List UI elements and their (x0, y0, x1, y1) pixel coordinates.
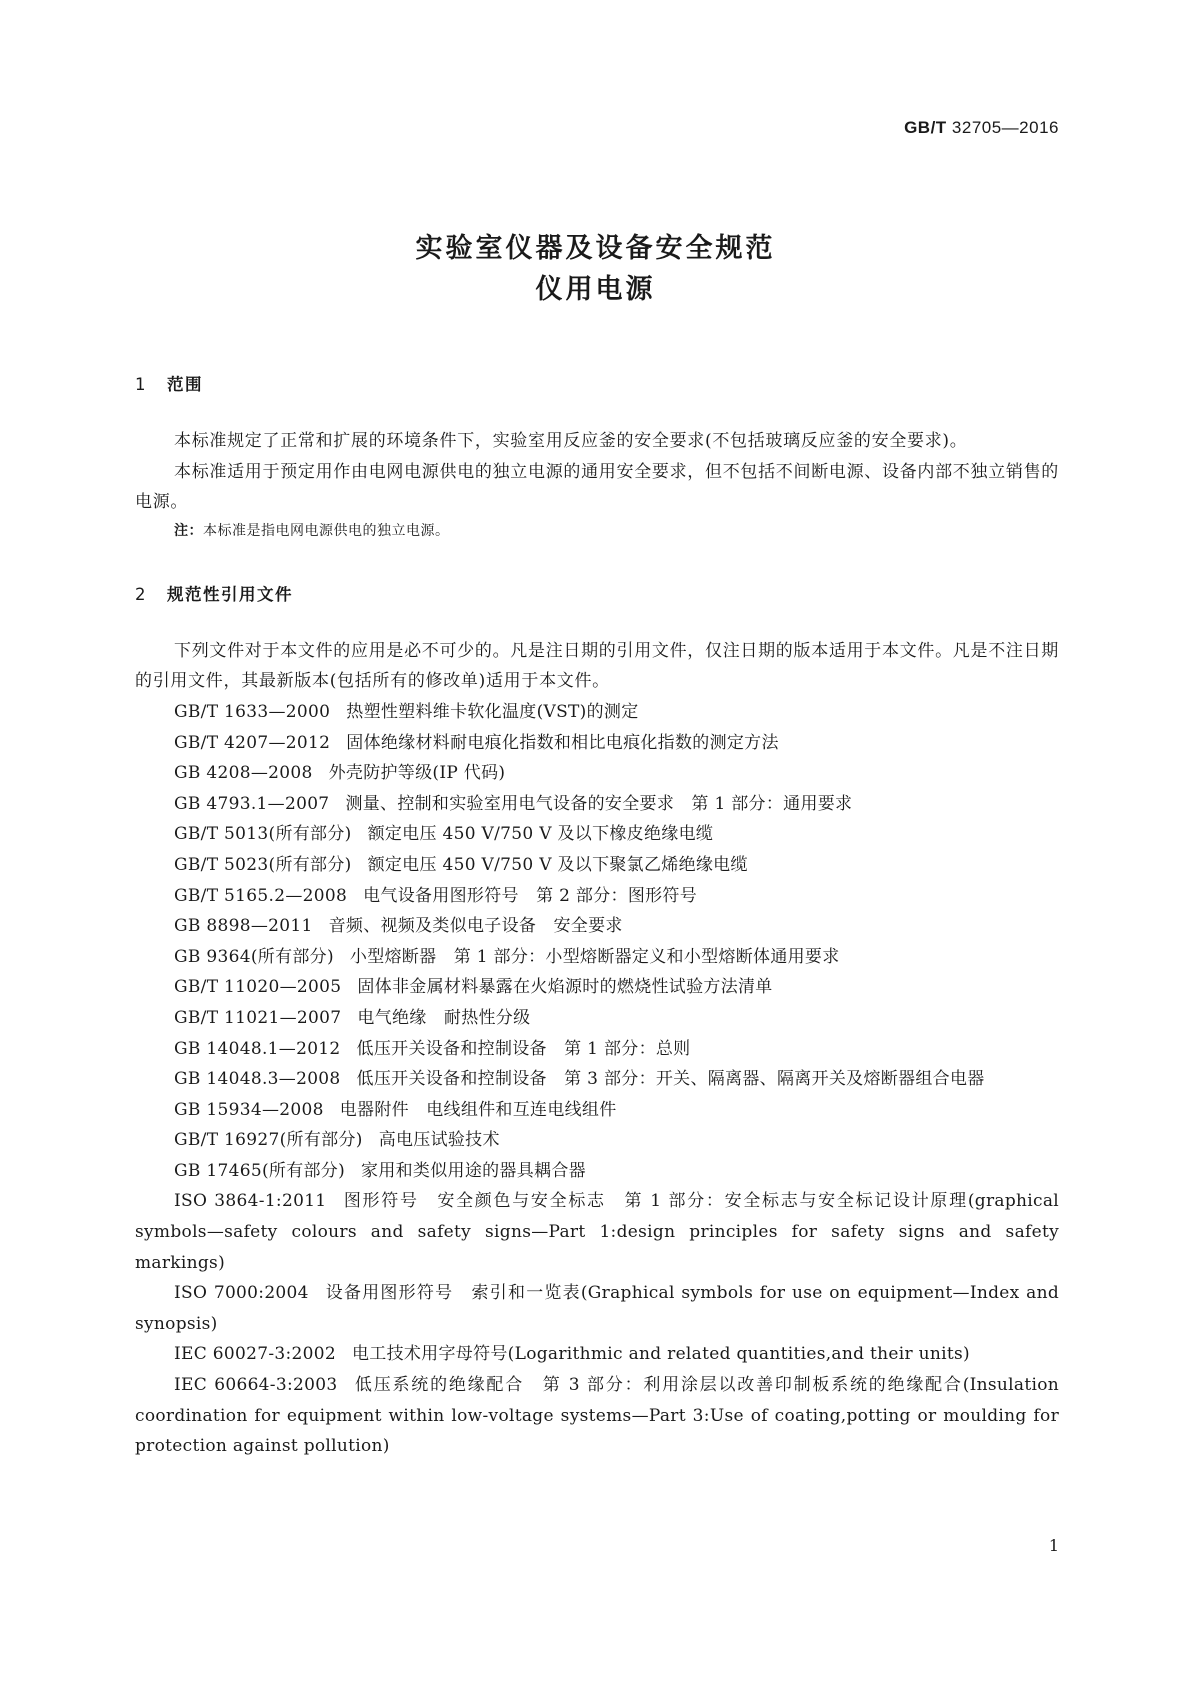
reference-title: 电气设备用图形符号 第 2 部分：图形符号 (363, 885, 698, 906)
reference-item (135, 1125, 1059, 1156)
reference-title: 外壳防护等级(IP 代码) (328, 763, 506, 784)
reference-code: GB/T 11021—2007 (174, 1007, 342, 1028)
reference-title: 电工技术用字母符号(Logarithmic and related quantities,and their units) (351, 1344, 970, 1365)
reference-item (135, 819, 1059, 850)
standard-code-number: 32705—2016 (951, 118, 1059, 137)
reference-code: IEC 60664-3:2003 (174, 1375, 338, 1396)
reference-title: 图形符号 安全颜色与安全标志 第 1 部分：安全标志与安全标记设计原理(graphical symbols—safety colours and safety signs—Part 1:design principles for safety signs and safety markings) (135, 1191, 1059, 1273)
reference-code: GB 4793.1—2007 (174, 793, 330, 814)
document-title (0, 228, 1191, 310)
reference-code: GB/T 11020—2005 (174, 977, 342, 998)
reference-title: 电器附件 电线组件和互连电线组件 (339, 1099, 617, 1120)
reference-item (135, 1003, 1059, 1034)
section-number: 1 (135, 375, 147, 394)
reference-title: 低压系统的绝缘配合 第 3 部分：利用涂层以改善印制板系统的绝缘配合(Insulation coordination for equipment within low-voltage systems—Part 3:Use of coating,potting or moulding for protection against pollution) (135, 1375, 1059, 1457)
reference-title: 低压开关设备和控制设备 第 1 部分：总则 (356, 1038, 691, 1059)
reference-code: GB 9364(所有部分) (174, 946, 334, 967)
reference-title: 家用和类似用途的器具耦合器 (361, 1160, 586, 1181)
reference-code: GB/T 1633—2000 (174, 701, 331, 722)
document-body (135, 372, 1059, 1462)
section-heading-scope (135, 372, 1059, 398)
reference-code: GB/T 5165.2—2008 (174, 885, 348, 906)
scope-paragraph-2: 本标准适用于预定用作由电网电源供电的独立电源的通用安全要求，但不包括不间断电源、设备内部不独立销售的电源。 (135, 461, 1059, 513)
references-intro: 下列文件对于本文件的应用是必不可少的。凡是注日期的引用文件，仅注日期的版本适用于本文件。凡是不注日期的引用文件，其最新版本(包括所有的修改单)适用于本文件。 (135, 640, 1059, 692)
reference-code: GB/T 5013(所有部分) (174, 824, 352, 845)
reference-item (135, 1095, 1059, 1126)
reference-item (135, 1370, 1059, 1462)
reference-item (135, 1278, 1059, 1339)
reference-code: GB/T 5023(所有部分) (174, 854, 352, 875)
reference-item (135, 1064, 1059, 1095)
reference-item (135, 972, 1059, 1003)
reference-title: 设备用图形符号 索引和一览表(Graphical symbols for use on equipment—Index and synopsis) (135, 1283, 1060, 1334)
reference-code: GB 8898—2011 (174, 916, 313, 937)
reference-item (135, 1186, 1059, 1278)
reference-code: GB 14048.3—2008 (174, 1069, 341, 1090)
reference-list (135, 697, 1059, 1462)
reference-title: 低压开关设备和控制设备 第 3 部分：开关、隔离器、隔离开关及熔断器组合电器 (356, 1069, 985, 1090)
reference-code: ISO 7000:2004 (174, 1283, 309, 1304)
reference-item (135, 1339, 1059, 1370)
standard-code-prefix: GB/T (904, 118, 947, 137)
scope-note (135, 518, 1059, 544)
reference-item (135, 697, 1059, 728)
title-line-1: 实验室仪器及设备安全规范 (415, 233, 776, 264)
reference-code: IEC 60027-3:2002 (174, 1344, 336, 1365)
reference-code: GB 17465(所有部分) (174, 1160, 346, 1181)
reference-code: ISO 3864-1:2011 (174, 1191, 327, 1212)
note-text: 本标准是指电网电源供电的独立电源。 (203, 522, 450, 539)
standard-code (904, 118, 1059, 138)
page-number: 1 (1048, 1536, 1059, 1555)
reference-item (135, 789, 1059, 820)
reference-title: 额定电压 450 V/750 V 及以下聚氯乙烯绝缘电缆 (367, 854, 748, 875)
reference-title: 固体绝缘材料耐电痕化指数和相比电痕化指数的测定方法 (346, 732, 779, 753)
reference-title: 小型熔断器 第 1 部分：小型熔断器定义和小型熔断体通用要求 (349, 946, 840, 967)
reference-title: 热塑性塑料维卡软化温度(VST)的测定 (346, 701, 639, 722)
section-heading-normative-references (135, 582, 1059, 608)
reference-title: 电气绝缘 耐热性分级 (357, 1007, 531, 1028)
title-line-2: 仪用电源 (535, 274, 656, 305)
scope-paragraph-1: 本标准规定了正常和扩展的环境条件下，实验室用反应釜的安全要求(不包括玻璃反应釜的安全要求)。 (174, 431, 968, 451)
reference-title: 固体非金属材料暴露在火焰源时的燃烧性试验方法清单 (357, 977, 773, 998)
reference-title: 额定电压 450 V/750 V 及以下橡皮绝缘电缆 (367, 824, 714, 845)
reference-item (135, 850, 1059, 881)
reference-title: 高电压试验技术 (378, 1130, 500, 1151)
reference-item (135, 911, 1059, 942)
reference-item (135, 942, 1059, 973)
reference-title: 音频、视频及类似电子设备 安全要求 (328, 916, 623, 937)
reference-code: GB/T 16927(所有部分) (174, 1130, 363, 1151)
reference-item (135, 1034, 1059, 1065)
reference-item (135, 881, 1059, 912)
reference-code: GB/T 4207—2012 (174, 732, 331, 753)
note-label: 注： (174, 522, 203, 539)
reference-item (135, 758, 1059, 789)
reference-item (135, 1156, 1059, 1187)
reference-code: GB 14048.1—2012 (174, 1038, 341, 1059)
reference-item (135, 728, 1059, 759)
section-title: 范围 (167, 375, 203, 394)
reference-title: 测量、控制和实验室用电气设备的安全要求 第 1 部分：通用要求 (345, 793, 853, 814)
reference-code: GB 4208—2008 (174, 763, 313, 784)
section-title: 规范性引用文件 (167, 584, 293, 604)
reference-code: GB 15934—2008 (174, 1099, 324, 1120)
section-number: 2 (135, 584, 147, 604)
